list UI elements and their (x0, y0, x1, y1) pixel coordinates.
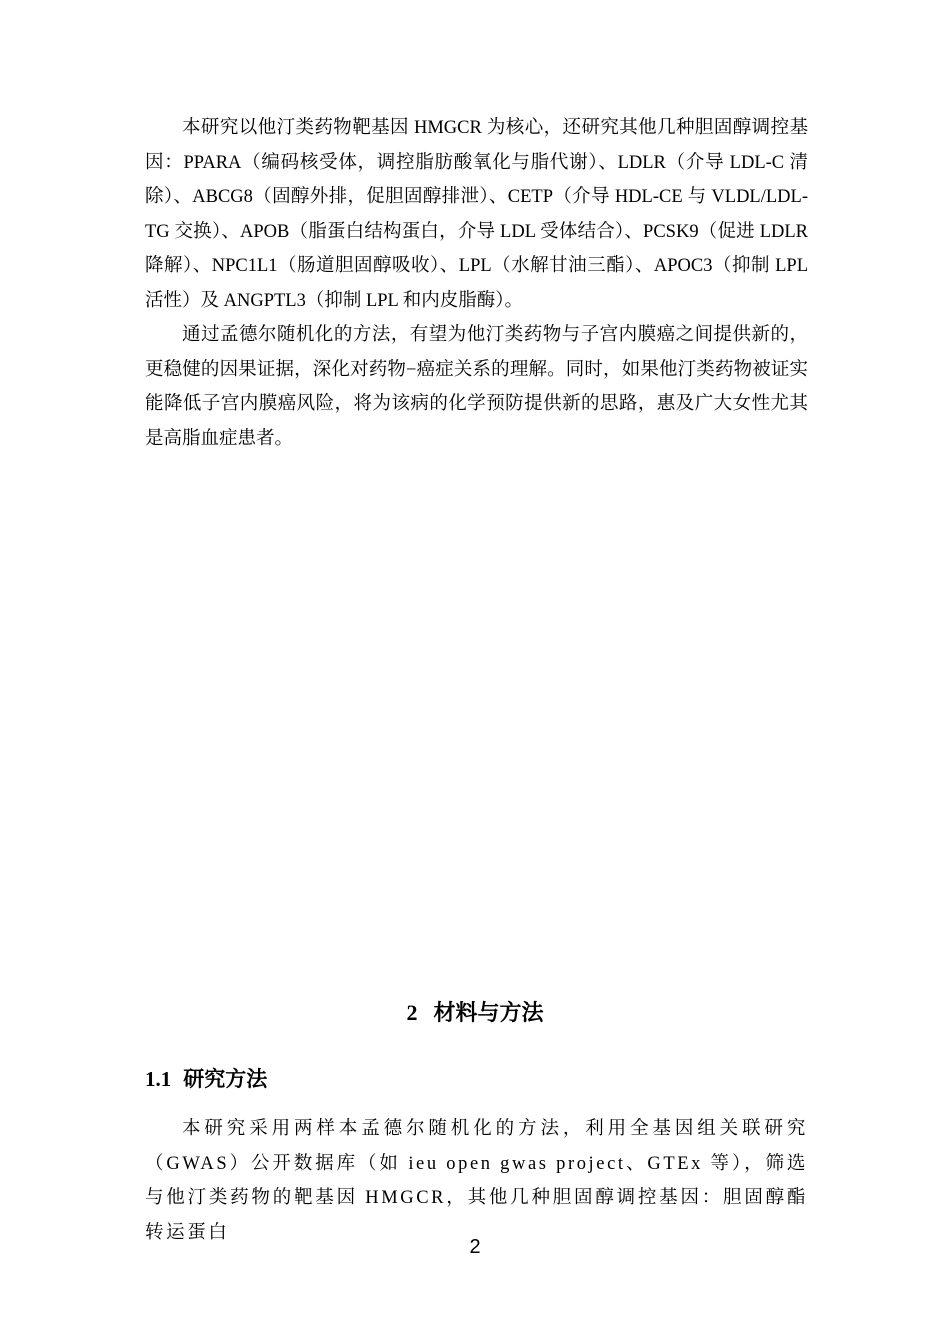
chapter-title: 材料与方法 (433, 1001, 544, 1026)
page-number: 2 (469, 1236, 481, 1258)
section-heading (145, 1063, 267, 1093)
chapter-number: 2 (406, 1000, 418, 1025)
section-title: 研究方法 (183, 1067, 268, 1091)
body-paragraph-significance: 通过孟德尔随机化的方法，有望为他汀类药物与子宫内膜癌之间提供新的，更稳健的因果证据，深化对药物−癌症关系的理解。同时，如果他汀类药物被证实能降低子宫内膜癌风险，将为该病的化学预防提供新的思路，惠及广大女性尤其是高脂血症患者。 (145, 325, 808, 449)
body-paragraph-intro-genes: 本研究以他汀类药物靶基因 HMGCR 为核心，还研究其他几种胆固醇调控基因：PPARA（编码核受体，调控脂肪酸氧化与脂代谢）、LDLR（介导 LDL-C 清除）、ABCG8（固醇外排，促胆固醇排泄）、CETP（介导 HDL-CE 与 VLDL/LDL-TG 交换）、APOB（脂蛋白结构蛋白，介导 LDL 受体结合）、PCSK9（促进 LDLR 降解）、NPC1L1（肠道胆固醇吸收）、LPL（水解甘油三酯）、APOC3（抑制 LPL 活性）及 ANGPTL3（抑制 LPL 和内皮脂酶）。 (145, 118, 808, 311)
section-number: 1.1 (145, 1067, 172, 1091)
chapter-heading (0, 996, 950, 1027)
body-paragraph-methods: 本研究采用两样本孟德尔随机化的方法，利用全基因组关联研究（GWAS）公开数据库（如 ieu open gwas project、GTEx 等），筛选与他汀类药物的靶基因 HMGCR，其他几种胆固醇调控基因：胆固醇酯转运蛋白 (145, 1119, 808, 1243)
